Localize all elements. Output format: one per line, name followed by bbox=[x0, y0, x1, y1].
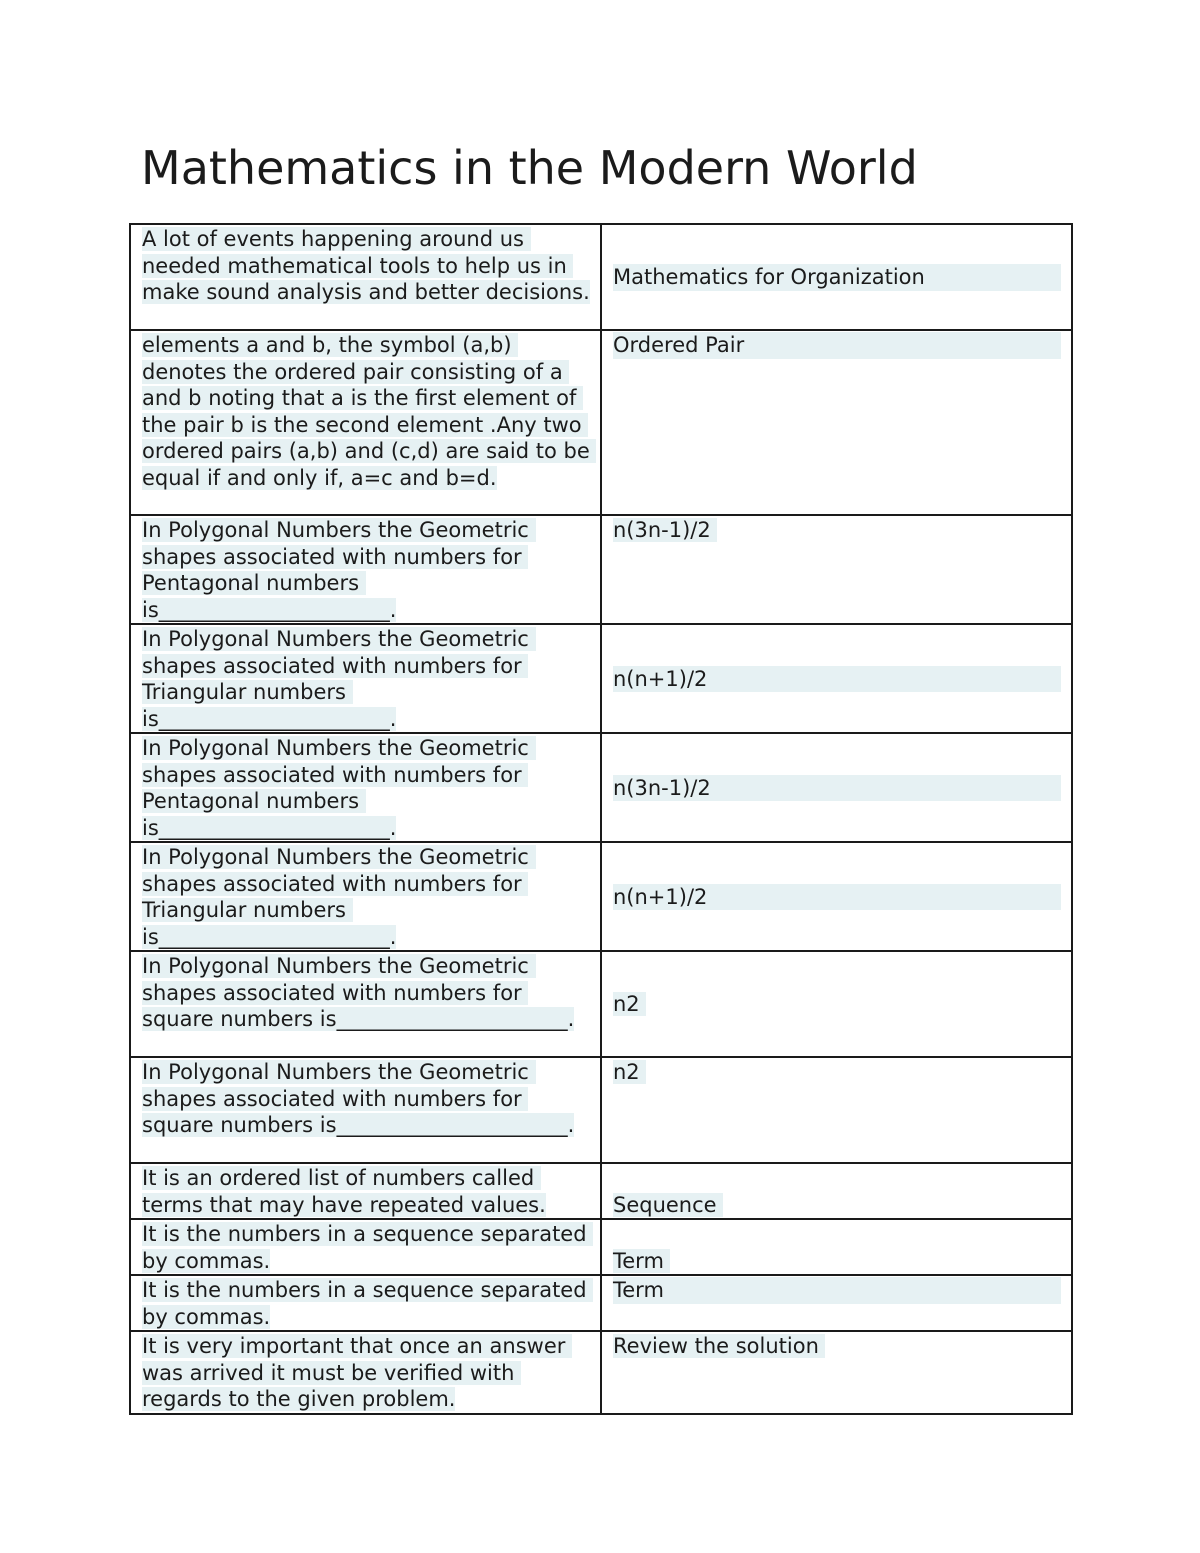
question-text: It is an ordered list of numbers called terms that may have repeated values. bbox=[142, 1166, 546, 1217]
question-cell bbox=[130, 515, 601, 624]
answer-text: Term bbox=[613, 1249, 670, 1273]
answer-cell bbox=[601, 224, 1072, 330]
question-text: It is very important that once an answer was arrived it must be verified with regards to the given problem. bbox=[142, 1334, 573, 1411]
question-text: In Polygonal Numbers the Geometric shapes associated with numbers for Triangular numbers is______________________. bbox=[142, 627, 536, 731]
answer-cell bbox=[601, 330, 1072, 515]
answer-cell bbox=[601, 1275, 1072, 1331]
answer-text: Mathematics for Organization bbox=[613, 264, 1061, 291]
question-text: In Polygonal Numbers the Geometric shapes associated with numbers for Pentagonal numbers is______________________. bbox=[142, 736, 536, 840]
question-text: elements a and b, the symbol (a,b) denotes the ordered pair consisting of a and b noting that a is the first element of the pair b is the second element .Any two ordered pairs (a,b) and (c,d) are said to be equal if and only if, a=c and b=d. bbox=[142, 333, 597, 490]
question-cell bbox=[130, 733, 601, 842]
question-cell bbox=[130, 1163, 601, 1219]
table-row bbox=[130, 624, 1072, 733]
question-text: In Polygonal Numbers the Geometric shapes associated with numbers for Pentagonal numbers is______________________. bbox=[142, 518, 536, 622]
question-cell bbox=[130, 842, 601, 951]
document-title: Mathematics in the Modern World bbox=[141, 141, 918, 195]
answer-cell bbox=[601, 1219, 1072, 1275]
answer-text: n(3n-1)/2 bbox=[613, 518, 717, 542]
question-text: In Polygonal Numbers the Geometric shapes associated with numbers for square numbers is______________________. bbox=[142, 954, 575, 1031]
question-cell bbox=[130, 951, 601, 1057]
answer-text: n(n+1)/2 bbox=[613, 666, 1061, 693]
answer-text: Term bbox=[613, 1277, 1061, 1304]
answer-cell bbox=[601, 951, 1072, 1057]
answer-cell bbox=[601, 1057, 1072, 1163]
table-row bbox=[130, 1275, 1072, 1331]
answer-text: Review the solution bbox=[613, 1334, 825, 1358]
question-cell bbox=[130, 1331, 601, 1414]
table-row bbox=[130, 1219, 1072, 1275]
table-row bbox=[130, 1331, 1072, 1414]
question-cell bbox=[130, 330, 601, 515]
answer-text: n(n+1)/2 bbox=[613, 884, 1061, 911]
question-cell bbox=[130, 624, 601, 733]
question-cell bbox=[130, 224, 601, 330]
answer-cell bbox=[601, 842, 1072, 951]
answer-cell bbox=[601, 624, 1072, 733]
question-cell bbox=[130, 1275, 601, 1331]
question-answer-table bbox=[129, 223, 1073, 1415]
table-row bbox=[130, 842, 1072, 951]
answer-text: n2 bbox=[613, 992, 646, 1016]
answer-cell bbox=[601, 1331, 1072, 1414]
answer-text: n(3n-1)/2 bbox=[613, 775, 1061, 802]
answer-cell bbox=[601, 515, 1072, 624]
answer-text: n2 bbox=[613, 1060, 646, 1084]
question-text: In Polygonal Numbers the Geometric shapes associated with numbers for Triangular numbers is______________________. bbox=[142, 845, 536, 949]
question-text: In Polygonal Numbers the Geometric shapes associated with numbers for square numbers is______________________. bbox=[142, 1060, 575, 1137]
question-cell bbox=[130, 1219, 601, 1275]
answer-cell bbox=[601, 1163, 1072, 1219]
table-row bbox=[130, 224, 1072, 330]
table-row bbox=[130, 1163, 1072, 1219]
table-row bbox=[130, 951, 1072, 1057]
table-row bbox=[130, 515, 1072, 624]
table-row bbox=[130, 330, 1072, 515]
answer-cell bbox=[601, 733, 1072, 842]
table-row bbox=[130, 1057, 1072, 1163]
question-text: A lot of events happening around us needed mathematical tools to help us in make sound analysis and better decisions. bbox=[142, 227, 590, 304]
table-row bbox=[130, 733, 1072, 842]
question-cell bbox=[130, 1057, 601, 1163]
answer-text: Ordered Pair bbox=[613, 332, 1061, 359]
question-text: It is the numbers in a sequence separated by commas. bbox=[142, 1278, 594, 1329]
question-text: It is the numbers in a sequence separated by commas. bbox=[142, 1222, 594, 1273]
answer-text: Sequence bbox=[613, 1193, 723, 1217]
